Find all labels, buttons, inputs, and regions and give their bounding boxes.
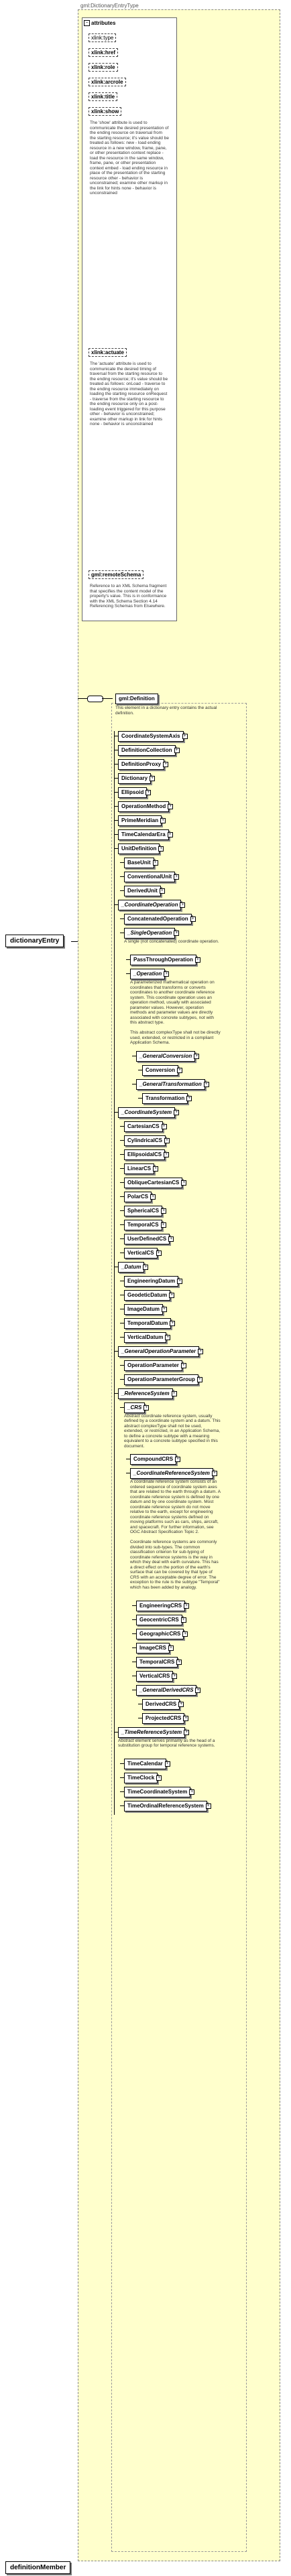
expand-icon[interactable]: +: [172, 1674, 177, 1679]
expand-icon[interactable]: +: [146, 790, 151, 795]
expand-icon[interactable]: +: [195, 1688, 200, 1693]
expand-icon[interactable]: +: [183, 1716, 188, 1721]
expand-icon[interactable]: +: [150, 776, 155, 781]
element-label: CompoundCRS: [133, 1456, 174, 1462]
element-temporalcs[interactable]: [124, 1220, 165, 1230]
connector-line: [78, 698, 87, 699]
element-operationparameter[interactable]: [124, 1360, 185, 1371]
element-derivedunit[interactable]: [124, 886, 164, 896]
element-generaloperationparameter[interactable]: [118, 1346, 202, 1357]
element-definitionproxy[interactable]: [118, 759, 167, 770]
expand-icon[interactable]: +: [174, 748, 180, 753]
element-generalderivedcrs[interactable]: [136, 1685, 200, 1696]
element-label: Conversion: [146, 1066, 176, 1073]
element-label: TimeOrdinalReferenceSystem: [127, 1803, 204, 1809]
element-crs[interactable]: [124, 1402, 148, 1413]
expand-icon[interactable]: +: [156, 1251, 162, 1256]
element-label: PassThroughOperation: [133, 957, 193, 963]
element-passthroughoperation[interactable]: [130, 955, 199, 965]
element-label: _TimeReferenceSystem: [121, 1728, 182, 1735]
element-label: EngineeringDatum: [127, 1277, 176, 1284]
element-label: CartesianCS: [127, 1123, 160, 1129]
expand-icon[interactable]: +: [177, 1279, 182, 1284]
element-cylindricalcs[interactable]: [124, 1135, 166, 1146]
element-imagecrs[interactable]: [136, 1643, 170, 1654]
expand-icon[interactable]: +: [165, 1761, 170, 1767]
element-documentation: A parameterized mathematical operation on coordinates that transforms or converts coordinates to another coordinate reference system. This coordinate operation uses an operation method, usually with associated parameter values. However, operation methods and parameter values are directly associated with concrete subtypes, not with this abstract type. This abstract complexType shall not be directly used, extended, or restricted in a compliant Application Schema.: [130, 980, 221, 1045]
expand-icon[interactable]: +: [181, 1363, 186, 1368]
attribute-xlink-role[interactable]: xlink:role: [89, 63, 118, 72]
expand-icon[interactable]: +: [161, 1208, 166, 1214]
element-label: LinearCS: [127, 1165, 152, 1172]
expand-icon[interactable]: +: [160, 818, 166, 823]
expand-icon[interactable]: +: [197, 1377, 202, 1382]
element-label: _CoordinateOperation: [121, 902, 178, 908]
element-verticaldatum[interactable]: [124, 1332, 170, 1343]
element-label: DefinitionProxy: [121, 761, 162, 767]
expand-icon[interactable]: +: [194, 1054, 199, 1059]
element-label: EllipsoidalCS: [127, 1151, 162, 1157]
expand-icon[interactable]: +: [168, 804, 173, 809]
element-projectedcrs[interactable]: [142, 1713, 188, 1724]
attribute-gml-remoteSchema[interactable]: gml:remoteSchema: [89, 570, 143, 579]
expand-icon[interactable]: +: [189, 1789, 194, 1795]
element-geographiccrs[interactable]: [136, 1629, 187, 1639]
element-label: GeographicCRS: [139, 1630, 181, 1637]
element-label: TimeCalendar: [127, 1761, 163, 1767]
element-label: _GeneralDerivedCRS: [139, 1686, 194, 1693]
attributes-header: attributes: [91, 20, 116, 26]
sequence-compositor[interactable]: [87, 696, 103, 702]
element-timecalendarera[interactable]: [118, 829, 172, 840]
connector-line: [71, 941, 78, 942]
expand-icon[interactable]: +: [164, 1152, 169, 1157]
element-label: _Datum: [121, 1263, 141, 1270]
element-timecalendar[interactable]: [124, 1759, 169, 1769]
expand-icon[interactable]: +: [150, 1194, 156, 1200]
expand-icon[interactable]: +: [184, 1730, 189, 1735]
footer-element-label: definitionMember: [10, 2564, 66, 2571]
element-baseunit[interactable]: [124, 858, 157, 868]
expand-icon[interactable]: +: [160, 888, 165, 894]
element-label: UserDefinedCS: [127, 1235, 167, 1242]
expand-icon[interactable]: +: [163, 762, 168, 767]
element-label: DerivedUnit: [127, 888, 158, 894]
expand-icon[interactable]: +: [181, 1180, 186, 1186]
expand-icon[interactable]: +: [168, 832, 173, 837]
element-label: _CRS: [127, 1404, 142, 1411]
element-coordinatereferencesystem[interactable]: [130, 1468, 216, 1479]
element-label: CoordinateSystemAxis: [121, 733, 180, 739]
element-compoundcrs[interactable]: [130, 1454, 179, 1465]
element-geocentriccrs[interactable]: [136, 1615, 185, 1625]
expand-icon[interactable]: +: [165, 1335, 170, 1340]
expand-icon[interactable]: +: [170, 1321, 175, 1326]
expand-icon[interactable]: +: [174, 874, 179, 880]
attribute-xlink-href[interactable]: xlink:href: [89, 48, 118, 57]
element-documentation: A coordinate reference system consists of an ordered sequence of coordinate system axes that are related to the earth through a datum. A coordinate reference system is defined by one datum and by one coordinate system. Most coordinate reference system do not move relative to the earth, except for engineering coordinate reference systems defined on moving platforms such as cars, ships, aircraft, and spacecraft. For further information, see OGC Abstract Specification Topic 2. Coordinate reference systems are commonly divided into sub-types. The common classification criterion for sub-typing of coordinate reference systems is the way in which they deal with earth curvature. This has a direct effect on the portion of the earth's surface that can be covered by that type of CRS with an acceptable degree of error. The exception to the rule is the subtype "Temporal" which has been added by analogy.: [130, 1479, 221, 1590]
element-coordinateoperation[interactable]: [118, 900, 184, 910]
element-label: PolarCS: [127, 1193, 149, 1200]
element-label: CylindricalCS: [127, 1137, 163, 1143]
element-documentation: Abstract element serves primarily as the head of a substitution group for temporal reference systems.: [118, 1738, 215, 1748]
expand-icon[interactable]: +: [204, 1082, 209, 1087]
element-concatenatedoperation[interactable]: [124, 914, 192, 924]
element-label: TimeClock: [127, 1775, 155, 1781]
expand-icon[interactable]: +: [156, 1775, 162, 1781]
attribute-remoteSchema-documentation: Reference to an XML Schema fragment that specifies the content model of the property's value. This is in conformance with the XML Schema Section 4.14 Referencing Schemas from Elsewhere.: [90, 584, 167, 609]
expand-icon[interactable]: +: [180, 902, 185, 908]
expand-icon[interactable]: +: [168, 1236, 174, 1242]
element-label: DerivedCRS: [146, 1700, 177, 1707]
attributes-collapse-icon[interactable]: −: [84, 20, 90, 26]
element-singleoperation[interactable]: [124, 928, 178, 939]
expand-icon[interactable]: +: [182, 1631, 188, 1637]
element-ellipsoid[interactable]: [118, 787, 150, 798]
element-definitioncollection[interactable]: [118, 745, 176, 756]
element-label: DefinitionCollection: [121, 747, 172, 753]
element-obliquecartesiancs[interactable]: [124, 1178, 186, 1188]
root-element-dictionaryEntry[interactable]: [5, 935, 64, 947]
element-primemeridian[interactable]: [118, 815, 162, 826]
attribute-xlink-arcrole[interactable]: xlink:arcrole: [89, 78, 126, 86]
element-label: BaseUnit: [127, 860, 151, 866]
expand-icon[interactable]: +: [164, 971, 169, 977]
element-timeclock[interactable]: [124, 1773, 161, 1783]
element-label: _ReferenceSystem: [121, 1390, 170, 1396]
element-label: Dictionary: [121, 775, 148, 781]
element-operationmethod[interactable]: [118, 801, 172, 812]
element-label: GeodeticDatum: [127, 1291, 168, 1298]
element-cartesiancs[interactable]: [124, 1121, 166, 1132]
element-label: Transformation: [146, 1095, 185, 1101]
expand-icon[interactable]: +: [161, 1222, 166, 1228]
expand-icon[interactable]: +: [174, 931, 179, 936]
expand-icon[interactable]: +: [158, 846, 164, 852]
element-label: VerticalCRS: [139, 1672, 170, 1679]
element-label: Ellipsoid: [121, 789, 144, 795]
element-temporalcrs[interactable]: [136, 1657, 181, 1668]
element-label: TemporalCS: [127, 1221, 159, 1228]
element-unitdefinition[interactable]: [118, 843, 163, 854]
element-userdefinedcs[interactable]: [124, 1234, 170, 1244]
element-polarcs[interactable]: [124, 1192, 152, 1202]
element-conversion[interactable]: [142, 1065, 181, 1076]
element-label: ProjectedCRS: [146, 1714, 182, 1721]
element-label: ImageCRS: [139, 1644, 167, 1651]
footer-element-definitionMember[interactable]: [5, 2561, 70, 2574]
element-label: ConventionalUnit: [127, 874, 172, 880]
element-coordinatesystem[interactable]: [118, 1107, 178, 1118]
element-documentation: A single (not concatenated) coordinate operation.: [124, 939, 219, 944]
element-label: VerticalCS: [127, 1249, 154, 1256]
element-label: ConcatenatedOperation: [127, 916, 188, 922]
attribute-show-documentation: The 'show' attribute is used to communicate the desired presentation of the ending resource on traversal from the starting resource; it's value should be treated as follows: new - load ending resource in a new window, frame, pane, or other presentation context replace - load the resource in the same window, frame, pane, or other presentation context embed - load ending resource in place of the presentation of the starting resource other - behavior is unconstrained; examine other markup in the link for hints none - behavior is unconstrained: [90, 120, 169, 195]
element-linearcs[interactable]: [124, 1163, 157, 1174]
element-label: _GeneralOperationParameter: [121, 1348, 196, 1354]
element-timereferencesystem[interactable]: [118, 1727, 188, 1738]
element-label: OperationParameterGroup: [127, 1376, 195, 1382]
element-label: GeocentricCRS: [139, 1616, 179, 1623]
element-imagedatum[interactable]: [124, 1304, 166, 1315]
element-label: _GeneralConversion: [139, 1052, 192, 1059]
expand-icon[interactable]: +: [143, 1265, 148, 1270]
element-geodeticdatum[interactable]: [124, 1290, 173, 1301]
element-label: ObliqueCartesianCS: [127, 1179, 180, 1186]
element-label: ImageDatum: [127, 1305, 160, 1312]
element-operationparametergroup[interactable]: [124, 1374, 201, 1385]
element-timecoordinatesystem[interactable]: [124, 1787, 193, 1797]
attribute-xlink-title[interactable]: xlink:title: [89, 92, 117, 101]
expand-icon[interactable]: +: [198, 1349, 203, 1354]
type-name: gml:DictionaryEntryType: [80, 3, 139, 9]
attribute-xlink-show[interactable]: xlink:show: [89, 107, 121, 116]
element-label: UnitDefinition: [121, 846, 157, 852]
element-label: SphericalCS: [127, 1207, 160, 1214]
element-generalconversion[interactable]: [136, 1051, 198, 1062]
root-element-label: dictionaryEntry: [10, 937, 60, 945]
element-documentation: Abstract coordinate reference system, usually defined by a coordinate system and a datum. This abstract complexType shall not be used, extended, or restricted, in an Application Schema, to define a concrete subtype with a meaning equivalent to a concrete subtype specified in this document.: [124, 1413, 221, 1449]
expand-icon[interactable]: +: [169, 1293, 174, 1298]
element-temporaldatum[interactable]: [124, 1318, 174, 1329]
element-operation[interactable]: [130, 969, 168, 979]
attribute-xlink-type[interactable]: xlink:type: [89, 33, 116, 42]
element-conventionalunit[interactable]: [124, 872, 178, 882]
expand-icon[interactable]: +: [175, 1457, 180, 1462]
element-label: VerticalDatum: [127, 1334, 164, 1340]
expand-icon[interactable]: +: [182, 734, 188, 739]
element-verticalcrs[interactable]: [136, 1671, 176, 1682]
expand-icon[interactable]: +: [153, 1166, 158, 1172]
definition-element[interactable]: [115, 694, 158, 704]
element-datum[interactable]: [118, 1262, 148, 1273]
element-transformation[interactable]: [142, 1093, 188, 1104]
definition-label: gml:Definition: [119, 696, 155, 702]
expand-icon[interactable]: +: [168, 1645, 174, 1651]
element-engineeringcrs[interactable]: [136, 1601, 188, 1611]
element-label: TimeCoordinateSystem: [127, 1789, 188, 1795]
expand-icon[interactable]: +: [177, 1068, 182, 1073]
expand-icon[interactable]: +: [190, 916, 196, 922]
tree-spine: [114, 731, 115, 1815]
attribute-xlink-actuate[interactable]: xlink:actuate: [89, 348, 127, 357]
expand-icon[interactable]: +: [178, 1702, 184, 1707]
element-derivedcrs[interactable]: [142, 1699, 180, 1710]
element-label: TemporalDatum: [127, 1319, 168, 1326]
expand-icon[interactable]: +: [206, 1803, 211, 1809]
element-label: TimeCalendarEra: [121, 831, 166, 837]
element-coordinatesystemaxis[interactable]: [118, 731, 184, 742]
attribute-actuate-documentation: The 'actuate' attribute is used to communicate the desired timing of traversal from the starting resource to the ending resource; it's value should be treated as follows: onLoad - traverse to the ending resource immediately on loading the starting resource onRequest - traverse from the starting resource to the ending resource only on a post-loading event triggered for this purpose other - behavior is unconstrained; examine other markup in link for hints none - behavior is unconstrained: [90, 361, 168, 426]
expand-icon[interactable]: +: [162, 1124, 167, 1129]
element-label: OperationMethod: [121, 803, 166, 809]
element-label: TemporalCRS: [139, 1658, 175, 1665]
expand-icon[interactable]: +: [184, 1603, 189, 1609]
element-ellipsoidalcs[interactable]: [124, 1149, 168, 1160]
expand-icon[interactable]: +: [172, 1391, 177, 1396]
expand-icon[interactable]: +: [186, 1096, 192, 1101]
element-referencesystem[interactable]: [118, 1388, 176, 1399]
expand-icon[interactable]: +: [176, 1660, 182, 1665]
element-dictionary[interactable]: [118, 773, 154, 784]
expand-icon[interactable]: +: [164, 1138, 170, 1143]
expand-icon[interactable]: +: [212, 1471, 217, 1476]
definition-documentation: This element in a dictionary entry contains the actual definition.: [115, 706, 217, 716]
element-timeordinalreferencesystem[interactable]: [124, 1801, 210, 1812]
element-sphericalcs[interactable]: [124, 1206, 165, 1216]
element-label: _GeneralTransformation: [139, 1080, 202, 1087]
element-label: _Operation: [133, 971, 162, 977]
element-verticalcs[interactable]: [124, 1248, 158, 1259]
expand-icon[interactable]: +: [143, 1405, 149, 1411]
expand-icon[interactable]: +: [195, 957, 200, 963]
element-label: PrimeMeridian: [121, 817, 159, 823]
expand-icon[interactable]: +: [162, 1307, 167, 1312]
element-label: EngineeringCRS: [139, 1602, 182, 1609]
element-label: _CoordinateSystem: [121, 1109, 172, 1115]
expand-icon[interactable]: +: [174, 1110, 179, 1115]
expand-icon[interactable]: +: [153, 860, 158, 866]
expand-icon[interactable]: +: [181, 1617, 186, 1623]
element-label: _SingleOperation: [127, 930, 172, 936]
element-engineeringdatum[interactable]: [124, 1276, 181, 1287]
element-label: _CoordinateReferenceSystem: [133, 1470, 210, 1476]
connector-line: [102, 698, 113, 699]
element-generaltransformation[interactable]: [136, 1079, 208, 1090]
element-label: OperationParameter: [127, 1362, 179, 1368]
